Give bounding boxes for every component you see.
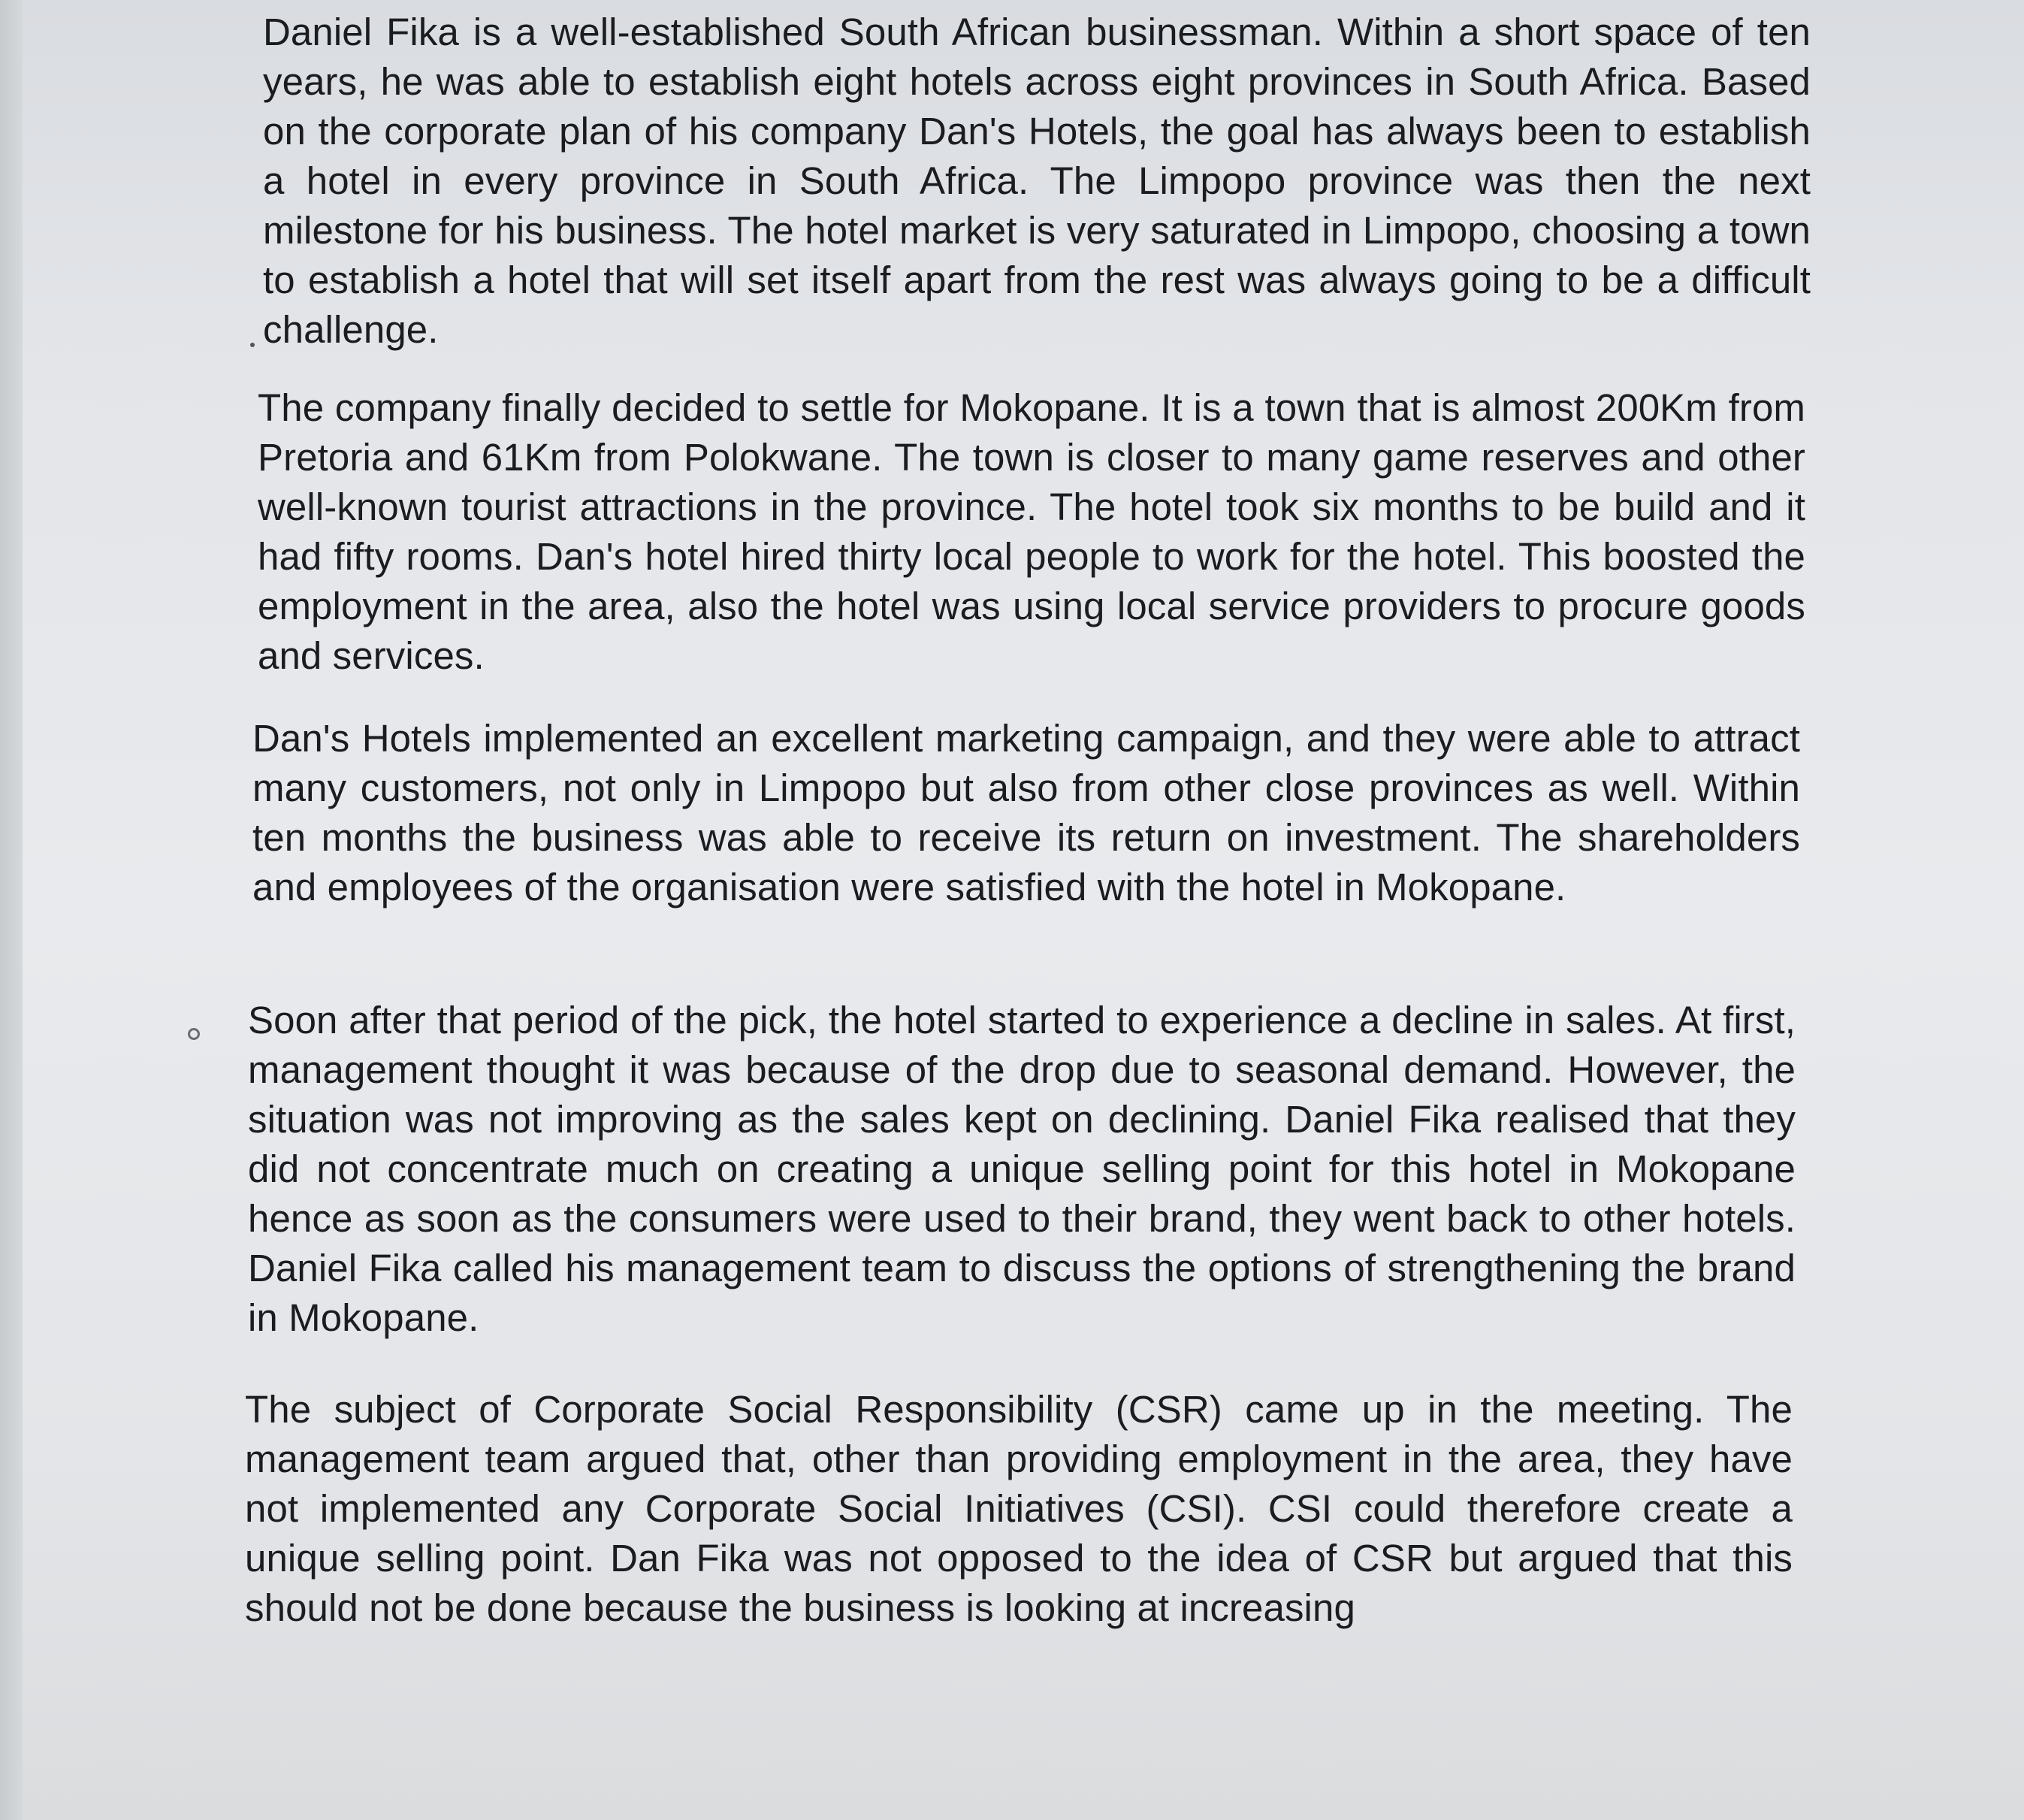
left-page-margin bbox=[0, 0, 23, 1820]
paragraph-1: Daniel Fika is a well-established South African businessman. Within a short space of ten years, he was able to establish eight hotels across eight provinces in South Africa. Based on the corporate plan of his company Dan's Hotels, the goal has always been to establish a hotel in every province in South Africa. The Limpopo province was then the next milestone for his business. The hotel market is very saturated in Limpopo, choosing a town to establish a hotel that will set itself apart from the rest was always going to be a difficult challenge. bbox=[263, 11, 1811, 351]
paragraph-5: The subject of Corporate Social Responsibility (CSR) came up in the meeting. The management team argued that, other than providing employment in the area, they have not implemented any Corporate Social Initiatives (CSI). CSI could therefore create a unique selling point. Dan Fika was not opposed to the idea of CSR but argued that this should not be done because the business is looking at increasing bbox=[245, 1388, 1793, 1629]
bullet-circle-icon bbox=[188, 1028, 200, 1040]
paragraph-2: The company finally decided to settle for Mokopane. It is a town that is almost 200Km from Pretoria and 61Km from Polokwane. The town is closer to many game reserves and other well-known tourist attractions in the province. The hotel took six months to be build and it had fifty rooms. Dan's hotel hired thirty local people to work for the hotel. This boosted the employment in the area, also the hotel was using local service providers to procure goods and services. bbox=[258, 386, 1805, 677]
paragraph-4: Soon after that period of the pick, the hotel started to experience a decline in sales. At first, management thought it was because of the drop due to seasonal demand. However, the situation was not improving as the sales kept on declining. Daniel Fika realised that they did not concentrate much on creating a unique selling point for this hotel in Mokopane hence as soon as the consumers were used to their brand, they went back to other hotels. Daniel Fika called his management team to discuss the options of strengthening the brand in Mokopane. bbox=[248, 999, 1796, 1339]
paragraph-3: Dan's Hotels implemented an excellent marketing campaign, and they were able to attract many customers, not only in Limpopo but also from other close provinces as well. Within ten months the business was able to receive its return on investment. The shareholders and employees of the organisation were satisfied with the hotel in Mokopane. bbox=[252, 717, 1800, 908]
stray-dot-mark bbox=[250, 343, 255, 347]
document-page bbox=[23, 0, 2024, 1820]
